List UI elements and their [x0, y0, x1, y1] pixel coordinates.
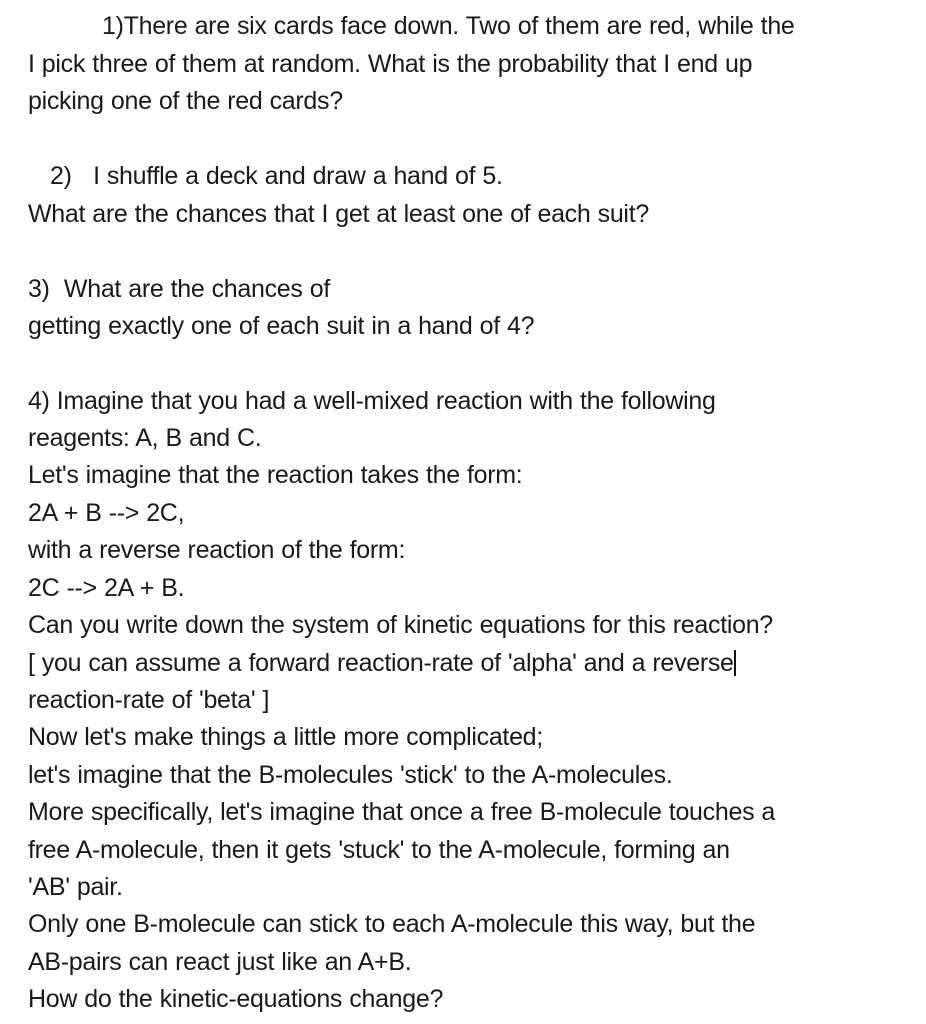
question-4-line-13: free A-molecule, then it gets 'stuck' to the A-molecule, forming an	[28, 836, 730, 864]
question-4-line-8: [ you can assume a forward reaction-rate of 'alpha' and a reverse	[28, 649, 734, 677]
question-2-line-2: What are the chances that I get at least one of each suit?	[28, 200, 649, 228]
question-4-line-16: AB-pairs can react just like an A+B.	[28, 948, 412, 976]
question-4-line-12: More specifically, let's imagine that once a free B-molecule touches a	[28, 798, 776, 826]
question-4-line-5: with a reverse reaction of the form:	[28, 536, 406, 564]
question-4-line-14: 'AB' pair.	[28, 873, 123, 901]
question-4-line-7: Can you write down the system of kinetic equations for this reaction?	[28, 611, 773, 639]
question-4-line-10: Now let's make things a little more complicated;	[28, 723, 543, 751]
question-4-line-4: 2A + B --> 2C,	[28, 499, 185, 527]
question-4-line-3: Let's imagine that the reaction takes the form:	[28, 461, 523, 489]
text-cursor	[734, 650, 736, 676]
question-4-line-1: 4) Imagine that you had a well-mixed reaction with the following	[28, 387, 716, 415]
question-4-line-8-wrapper[interactable]	[28, 648, 736, 678]
question-4-line-9: reaction-rate of 'beta' ]	[28, 686, 270, 714]
question-4-line-6: 2C --> 2A + B.	[28, 574, 185, 602]
question-3-line-1: 3) What are the chances of	[28, 275, 331, 303]
question-1-line-3: picking one of the red cards?	[28, 87, 343, 115]
question-2-line-1: 2) I shuffle a deck and draw a hand of 5.	[50, 162, 503, 190]
question-3-line-2: getting exactly one of each suit in a hand of 4?	[28, 312, 535, 340]
question-4-line-17: How do the kinetic-equations change?	[28, 985, 444, 1013]
question-1-line-1: 1)There are six cards face down. Two of them are red, while the	[102, 12, 795, 40]
question-4-line-2: reagents: A, B and C.	[28, 424, 262, 452]
question-4-line-11: let's imagine that the B-molecules 'stick' to the A-molecules.	[28, 761, 673, 789]
question-4-line-15: Only one B-molecule can stick to each A-molecule this way, but the	[28, 910, 756, 938]
question-1-line-2: I pick three of them at random. What is the probability that I end up	[28, 50, 753, 78]
